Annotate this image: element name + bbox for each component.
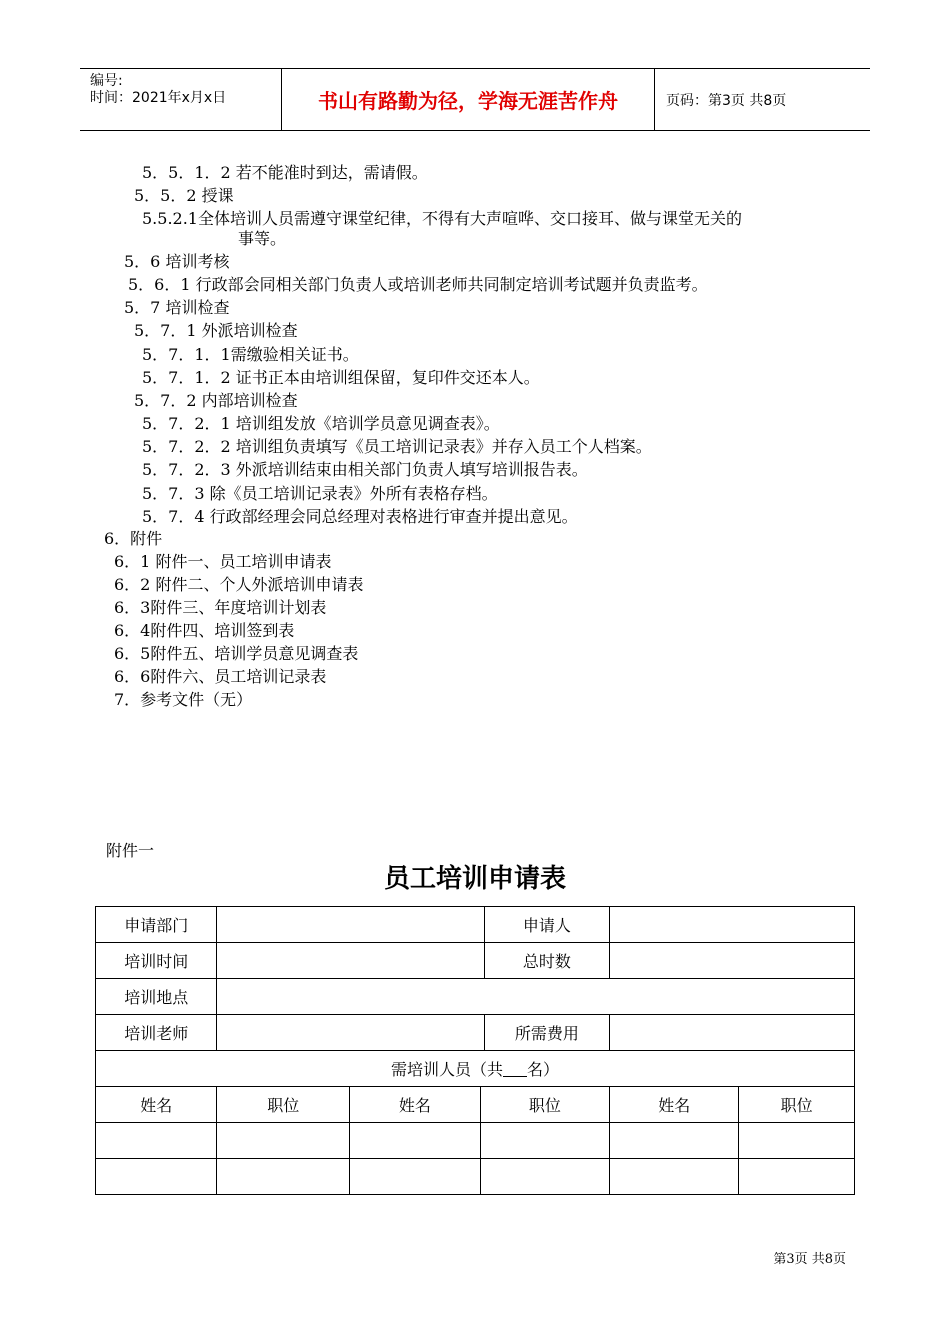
body-line: 5．6．1 行政部会同相关部门负责人或培训老师共同制定培训考试题并负责监考。 [128,275,708,294]
body-line: 5．7．2．1 培训组发放《培训学员意见调查表》。 [142,414,500,433]
table-cell[interactable] [96,1123,217,1159]
body-line: 5．7．4 行政部经理会同总经理对表格进行审查并提出意见。 [142,507,578,526]
body-line: 5．5．2 授课 [134,186,234,205]
table-cell[interactable] [739,1123,855,1159]
body-line: 5．7．2 内部培训检查 [134,391,298,410]
dept-label: 申请部门 [96,907,217,943]
table-cell[interactable] [217,1123,350,1159]
table-cell[interactable] [96,1159,217,1195]
table-cell[interactable] [350,1123,481,1159]
header-meta [80,69,282,130]
body-line: 5．7．1．1需缴验相关证书。 [142,345,359,364]
body-line: 5．5．1．2 若不能准时到达，需请假。 [142,163,428,182]
page-footer: 第3页 共8页 [773,1252,846,1267]
table-cell[interactable] [480,1123,610,1159]
position-col-header: 职位 [217,1087,350,1123]
code-label: 编号: [90,73,123,89]
applicant-value[interactable] [610,907,855,943]
time-label: 时间：2021年x月x日 [90,90,227,106]
dept-value[interactable] [217,907,484,943]
body-line: 7．参考文件（无） [114,690,253,709]
applicant-label: 申请人 [484,907,609,943]
hours-value[interactable] [610,943,855,979]
appendix-label: 附件一 [106,841,155,860]
location-label: 培训地点 [96,979,217,1015]
body-line: 6．1 附件一、员工培训申请表 [114,552,332,571]
position-col-header: 职位 [480,1087,610,1123]
body-line: 6．附件 [104,529,163,548]
form-title: 员工培训申请表 [383,864,566,894]
time-value[interactable] [217,943,484,979]
name-col-header: 姓名 [610,1087,739,1123]
trainees-suffix: 名） [527,1060,560,1079]
body-line: 6．4附件四、培训签到表 [114,621,295,640]
cost-value[interactable] [610,1015,855,1051]
body-line: 5．7．3 除《员工培训记录表》外所有表格存档。 [142,484,498,503]
body-line: 6．2 附件二、个人外派培训申请表 [114,575,364,594]
body-line: 5．7．2．3 外派培训结束由相关部门负责人填写培训报告表。 [142,460,588,479]
teacher-label: 培训老师 [96,1015,217,1051]
body-line: 6．3附件三、年度培训计划表 [114,598,327,617]
training-application-form [95,906,855,1195]
location-value[interactable] [217,979,855,1015]
teacher-value[interactable] [217,1015,484,1051]
table-cell[interactable] [480,1159,610,1195]
body-line: 5．7．1．2 证书正本由培训组保留，复印件交还本人。 [142,368,540,387]
position-col-header: 职位 [739,1087,855,1123]
name-col-header: 姓名 [350,1087,481,1123]
table-cell[interactable] [350,1159,481,1195]
trainees-header [96,1051,855,1087]
header-motto: 书山有路勤为径，学海无涯苦作舟 [282,69,655,130]
body-line: 5．6 培训考核 [124,252,230,271]
table-cell[interactable] [610,1123,739,1159]
header-page-info: 页码：第3页 共8页 [666,92,787,109]
body-line: 5．7．2．2 培训组负责填写《员工培训记录表》并存入员工个人档案。 [142,437,652,456]
name-col-header: 姓名 [96,1087,217,1123]
hours-label: 总时数 [484,943,609,979]
table-cell[interactable] [610,1159,739,1195]
body-line: 5.5.2.1全体培训人员需遵守课堂纪律，不得有大声喧哗、交口接耳、做与课堂无关的 [142,209,742,228]
body-line: 5．7．1 外派培训检查 [134,321,298,340]
trainees-count-blank[interactable] [503,1062,527,1077]
cost-label: 所需费用 [484,1015,609,1051]
body-line: 6．6附件六、员工培训记录表 [114,667,327,686]
body-line: 5．7 培训检查 [124,298,230,317]
body-line: 事等。 [238,229,287,248]
trainees-prefix: 需培训人员（共 [390,1060,503,1079]
page-header [80,68,870,131]
table-cell[interactable] [217,1159,350,1195]
table-cell[interactable] [739,1159,855,1195]
time-field-label: 培训时间 [96,943,217,979]
body-line: 6．5附件五、培训学员意见调查表 [114,644,359,663]
